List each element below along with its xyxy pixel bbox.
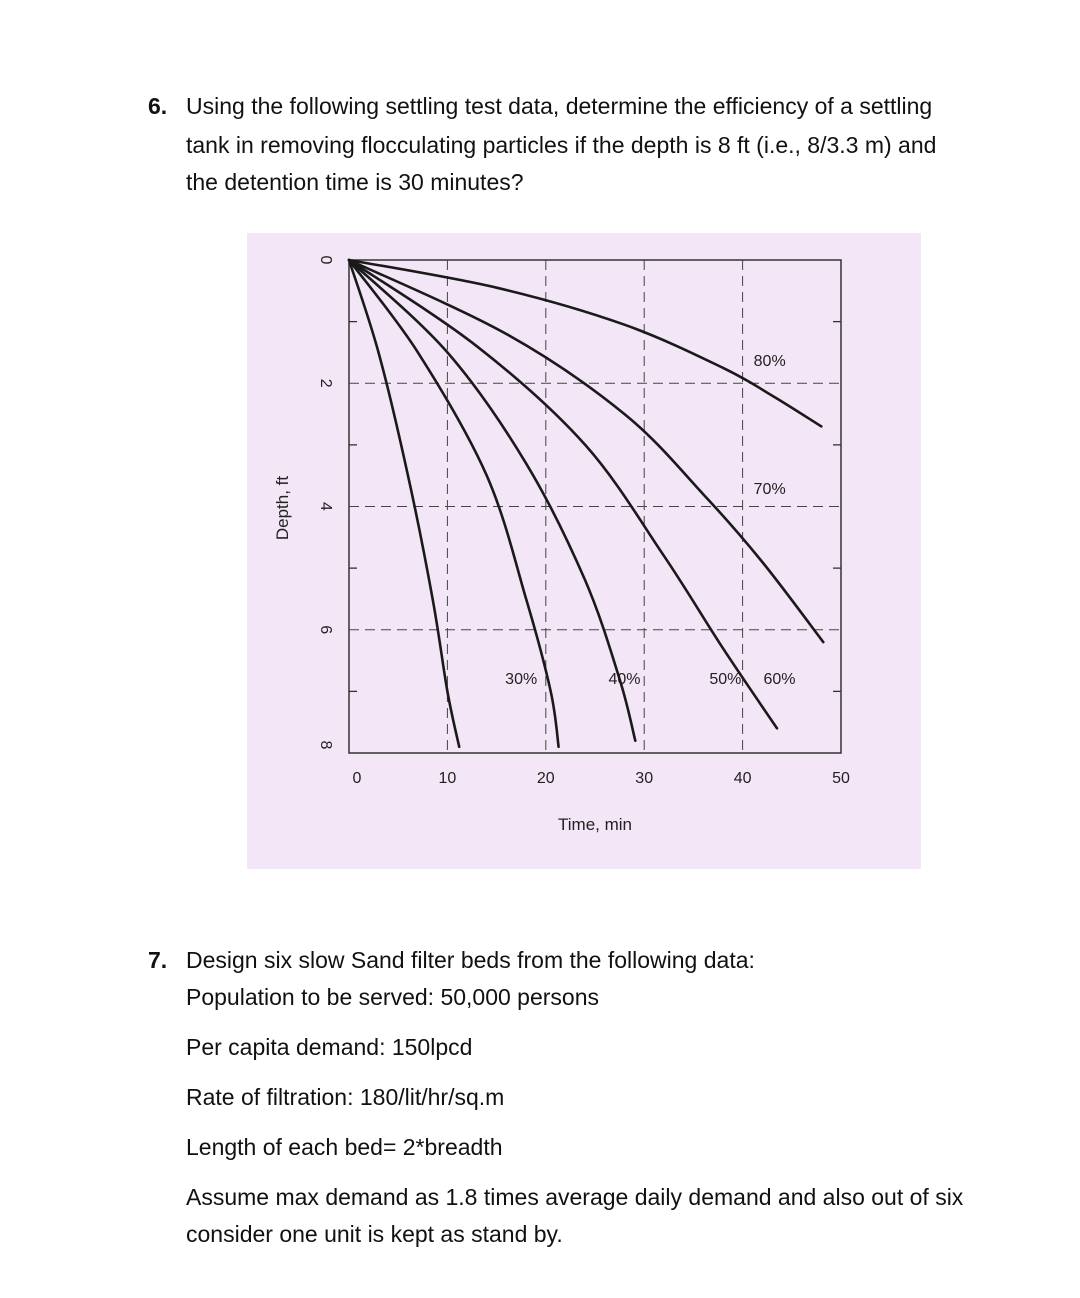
y-tick-label: 6 xyxy=(316,625,334,635)
settling-test-chart xyxy=(247,233,921,869)
question-text-line: Using the following settling test data, determine the efficiency of a settling xyxy=(186,93,933,119)
x-axis-title: Time, min xyxy=(558,815,632,834)
question-number: 6. xyxy=(148,93,168,119)
curve-label: 70% xyxy=(753,481,786,499)
question-text-line: tank in removing flocculating particles if the depth is 8 ft (i.e., 8/3.3 m) and xyxy=(186,132,937,158)
x-tick-label: 50 xyxy=(832,770,850,787)
question-text-line: the detention time is 30 minutes? xyxy=(186,169,524,195)
x-tick-label: 0 xyxy=(352,770,362,787)
question-text-line: Rate of filtration: 180/lit/hr/sq.m xyxy=(186,1084,505,1110)
curve-label: 40% xyxy=(608,670,641,688)
question-6 xyxy=(148,88,936,201)
curve-label: 30% xyxy=(505,670,538,688)
chart-canvas xyxy=(247,233,921,869)
question-text-line: Per capita demand: 150lpcd xyxy=(186,1034,473,1060)
question-text-line: Design six slow Sand filter beds from the following data: xyxy=(186,947,755,973)
curve-label: 80% xyxy=(753,352,786,370)
y-axis-title: Depth, ft xyxy=(273,475,292,541)
y-tick-label: 8 xyxy=(316,740,334,750)
isoremoval-curve xyxy=(349,260,821,426)
question-text-line: Population to be served: 50,000 persons xyxy=(186,984,600,1010)
question-number: 7. xyxy=(148,947,168,973)
curve-label: 50% xyxy=(709,670,742,688)
question-text-line: Length of each bed= 2*breadth xyxy=(186,1134,503,1160)
x-tick-label: 30 xyxy=(635,770,654,787)
y-tick-label: 2 xyxy=(316,378,334,388)
question-text-line: consider one unit is kept as stand by. xyxy=(186,1221,563,1247)
isoremoval-curve xyxy=(349,260,635,741)
question-text-line: Assume max demand as 1.8 times average daily demand and also out of six xyxy=(186,1184,964,1210)
y-tick-label: 0 xyxy=(316,255,334,265)
x-tick-label: 20 xyxy=(536,770,555,787)
curve-label: 60% xyxy=(763,670,796,688)
question-7 xyxy=(148,942,963,1253)
y-tick-label: 4 xyxy=(316,502,334,511)
x-tick-label: 10 xyxy=(438,770,457,787)
x-tick-label: 40 xyxy=(733,770,752,787)
